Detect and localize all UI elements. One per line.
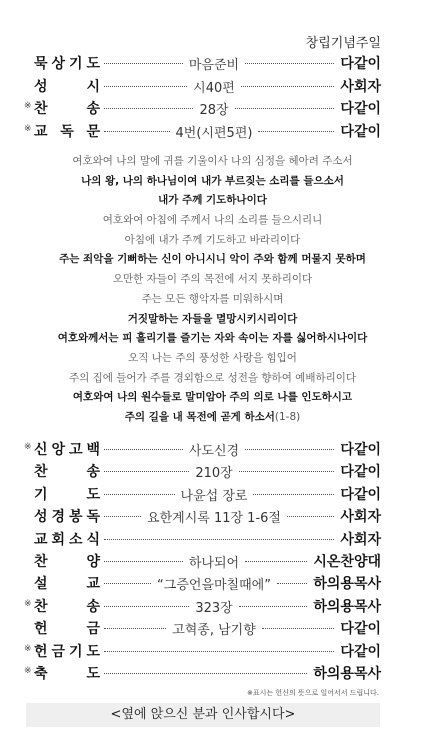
order-item-leader: 하의용목사 (313, 665, 381, 682)
order-item-label-char: 설 (34, 576, 48, 593)
leader-dots (104, 561, 183, 562)
reading-line (0, 388, 425, 408)
order-item-label-char: 소 (68, 531, 83, 548)
order-item-label-char: 교 (34, 123, 48, 140)
order-item-content: 사도신경 (188, 444, 240, 459)
order-item-label-char: 송 (86, 101, 100, 117)
order-item-label (34, 484, 100, 504)
leader-dots (253, 494, 334, 495)
reading-text: 주의 길을 내 목전에 곧게 하소서 (124, 410, 275, 423)
leader-dots (104, 516, 141, 517)
leader-dots (104, 63, 183, 64)
order-item-leader: 하의용목사 (313, 576, 381, 593)
order-item-label (34, 529, 100, 549)
order-item-label-char: 도 (86, 56, 100, 72)
order-item-leader: 다같이 (340, 643, 381, 660)
reading-text: 여호와여 아침에 주께서 나의 소리를 들으시리니 (102, 214, 323, 227)
order-item-label (34, 98, 100, 118)
reading-text: 오직 나는 주의 풍성한 사랑을 힘입어 (128, 351, 297, 364)
order-item-leader: 다같이 (340, 442, 381, 458)
reading-line (0, 408, 425, 428)
order-row (0, 52, 425, 75)
worship-order-bottom (0, 438, 425, 684)
leader-dots (245, 449, 334, 450)
leader-dots (104, 449, 183, 450)
order-item-label-char: 독 (86, 509, 100, 526)
leader-dots (239, 606, 308, 607)
order-row (0, 97, 425, 120)
order-item-label-char: 찬 (34, 101, 48, 117)
order-item-label-char: 시 (86, 78, 100, 95)
order-item-label-char: 금 (51, 643, 66, 660)
order-item-leader: 다같이 (340, 56, 381, 72)
standing-mark: ※ (24, 442, 32, 452)
leader-dots (104, 606, 189, 607)
scripture-reference: (1-8) (274, 410, 301, 423)
order-item-label-char: 상 (51, 56, 66, 72)
leader-dots (241, 86, 335, 87)
order-item-label-char: 송 (86, 464, 100, 481)
reading-line (0, 250, 425, 270)
order-row (0, 550, 425, 572)
order-item-label-char: 기 (34, 486, 48, 503)
order-item-label (34, 573, 100, 593)
reading-text: 주는 모든 행악자를 미워하시며 (141, 292, 284, 305)
order-item-label-char: 성 (34, 509, 48, 526)
order-item-label-char: 경 (51, 509, 66, 526)
order-row (0, 483, 425, 505)
order-row (0, 75, 425, 98)
order-item-leader: 사회자 (340, 509, 381, 526)
footnote: ※표시는 헌신의 뜻으로 일어서서 드립니다. (247, 689, 379, 697)
order-item-label-char: 고 (68, 442, 83, 458)
order-item-label-char: 송 (86, 598, 100, 615)
reading-line (0, 329, 425, 349)
leader-dots (104, 86, 187, 87)
reading-text: 주는 죄악을 기뻐하는 신이 아니시니 악이 주와 함께 머물지 못하며 (59, 253, 366, 266)
order-item-label (34, 618, 100, 638)
order-row (0, 505, 425, 527)
order-row (0, 572, 425, 594)
order-item-label-char: 도 (86, 643, 100, 660)
reading-line (0, 270, 425, 290)
order-item-content: 하나되어 (188, 555, 240, 571)
order-item-label (34, 641, 100, 661)
page-title: 창립기념주일 (305, 36, 381, 51)
order-item-label-char: 교 (86, 576, 100, 593)
greeting-banner: <옆에 앉으신 분과 인사합시다> (26, 703, 380, 727)
reading-line (0, 369, 425, 389)
leader-dots (104, 673, 307, 674)
reading-line (0, 310, 425, 330)
standing-mark: ※ (24, 643, 32, 654)
reading-text: 여호와께서는 피 흘리기를 즐기는 자와 속이는 자를 싫어하시나이다 (57, 332, 368, 345)
leader-dots (104, 583, 151, 584)
order-item-content: 4번(시편5편) (175, 125, 253, 141)
order-item-leader: 다같이 (340, 464, 381, 481)
order-item-label (34, 663, 100, 683)
order-row (0, 662, 425, 684)
reading-text: 오만한 자들이 주의 목전에 서지 못하리이다 (112, 273, 313, 286)
order-item-label-char: 회 (51, 531, 66, 548)
order-item-label-char: 봉 (68, 509, 83, 526)
order-item-leader: 사회자 (340, 531, 381, 548)
order-item-label-char: 도 (86, 665, 100, 682)
order-item-label-char: 헌 (34, 643, 48, 660)
order-item-label-char: 찬 (34, 553, 48, 570)
order-item-label-char: 도 (86, 486, 100, 503)
order-item-label-char: 문 (86, 123, 100, 140)
leader-dots (104, 651, 334, 652)
order-item-content: 210장 (195, 466, 233, 482)
order-row (0, 120, 425, 143)
order-item-leader: 시온찬양대 (313, 553, 381, 570)
leader-dots (235, 108, 335, 109)
leader-dots (262, 628, 335, 629)
standing-mark: ※ (24, 123, 32, 134)
order-row (0, 640, 425, 662)
order-item-content: 323장 (195, 600, 233, 616)
reading-text: 거짓말하는 자들을 멸망시키시리이다 (127, 312, 298, 325)
order-item-label-char: 기 (68, 56, 83, 72)
order-item-label (34, 53, 100, 73)
order-item-label-char: 성 (34, 78, 48, 95)
order-item-label (34, 439, 100, 459)
reading-line (0, 290, 425, 310)
order-item-content: 시40편 (193, 80, 235, 96)
order-item-label-char: 신 (34, 442, 48, 458)
reading-text: 여호와여 나의 말에 귀를 기울이사 나의 심정을 헤아려 주소서 (72, 155, 353, 167)
standing-mark: ※ (24, 665, 32, 676)
leader-dots (104, 108, 193, 109)
leader-dots (245, 63, 334, 64)
order-item-content: 나윤섭 장로 (180, 488, 248, 504)
responsive-reading (0, 152, 425, 428)
leader-dots (104, 131, 170, 132)
order-item-leader: 사회자 (340, 78, 381, 95)
order-item-label-char: 기 (68, 643, 83, 660)
order-row (0, 438, 425, 460)
order-item-leader: 다같이 (340, 123, 381, 140)
order-item-label-char: 축 (34, 665, 48, 682)
reading-text: 여호와여 나의 원수들로 말미암아 주의 의로 나를 인도하시고 (72, 391, 353, 404)
leader-dots (104, 471, 189, 472)
order-item-label-char: 묵 (34, 56, 48, 72)
leader-dots (277, 583, 307, 584)
order-item-label-char: 식 (86, 531, 100, 548)
reading-line (0, 172, 425, 192)
reading-line (0, 191, 425, 211)
leader-dots (239, 471, 335, 472)
leader-dots (104, 539, 334, 540)
order-item-label-char: 금 (86, 621, 100, 638)
order-item-label (34, 506, 100, 526)
leader-dots (287, 516, 334, 517)
order-item-label (34, 121, 100, 141)
order-item-label (34, 596, 100, 616)
order-item-label-char: 양 (86, 553, 100, 570)
order-item-label (34, 76, 100, 96)
order-item-label-char: 찬 (34, 598, 48, 615)
order-item-leader: 다같이 (340, 486, 381, 503)
order-item-content: 고혁종, 남기향 (172, 623, 256, 639)
order-row (0, 617, 425, 639)
order-item-content: 요한계시록 11장 1-6절 (147, 511, 281, 527)
reading-text: 나의 왕, 나의 하나님이여 내가 부르짖는 소리를 들으소서 (81, 174, 344, 187)
order-item-label (34, 461, 100, 481)
order-row (0, 528, 425, 550)
reading-line (0, 349, 425, 369)
reading-text: 내가 주께 기도하나이다 (158, 194, 267, 207)
leader-dots (245, 561, 307, 562)
order-item-content: 28장 (199, 103, 229, 118)
order-item-label-char: 독 (60, 123, 74, 140)
order-item-label-char: 찬 (34, 464, 48, 481)
order-row (0, 595, 425, 617)
worship-order-top (0, 52, 425, 142)
order-item-label-char: 헌 (34, 621, 48, 638)
order-item-content: 마음준비 (188, 58, 240, 73)
reading-text: 주의 집에 들어가 주를 경외함으로 성전을 향하여 예배하리이다 (68, 371, 357, 384)
standing-mark: ※ (24, 101, 32, 111)
leader-dots (104, 494, 175, 495)
order-item-leader: 다같이 (340, 621, 381, 638)
reading-line (0, 211, 425, 231)
reading-line (0, 152, 425, 172)
leader-dots (104, 628, 166, 629)
reading-line (0, 231, 425, 251)
order-item-label-char: 백 (86, 442, 100, 458)
reading-text: 아침에 내가 주께 기도하고 바라리이다 (124, 233, 301, 246)
order-item-label-char: 앙 (51, 442, 66, 458)
order-item-label-char: 교 (34, 531, 48, 548)
leader-dots (258, 131, 334, 132)
order-row (0, 460, 425, 482)
order-item-leader: 다같이 (340, 101, 381, 117)
order-item-label (34, 551, 100, 571)
order-item-leader: 하의용목사 (313, 598, 381, 615)
order-item-content: “그증언을마칠때에” (157, 578, 271, 594)
standing-mark: ※ (24, 598, 32, 609)
